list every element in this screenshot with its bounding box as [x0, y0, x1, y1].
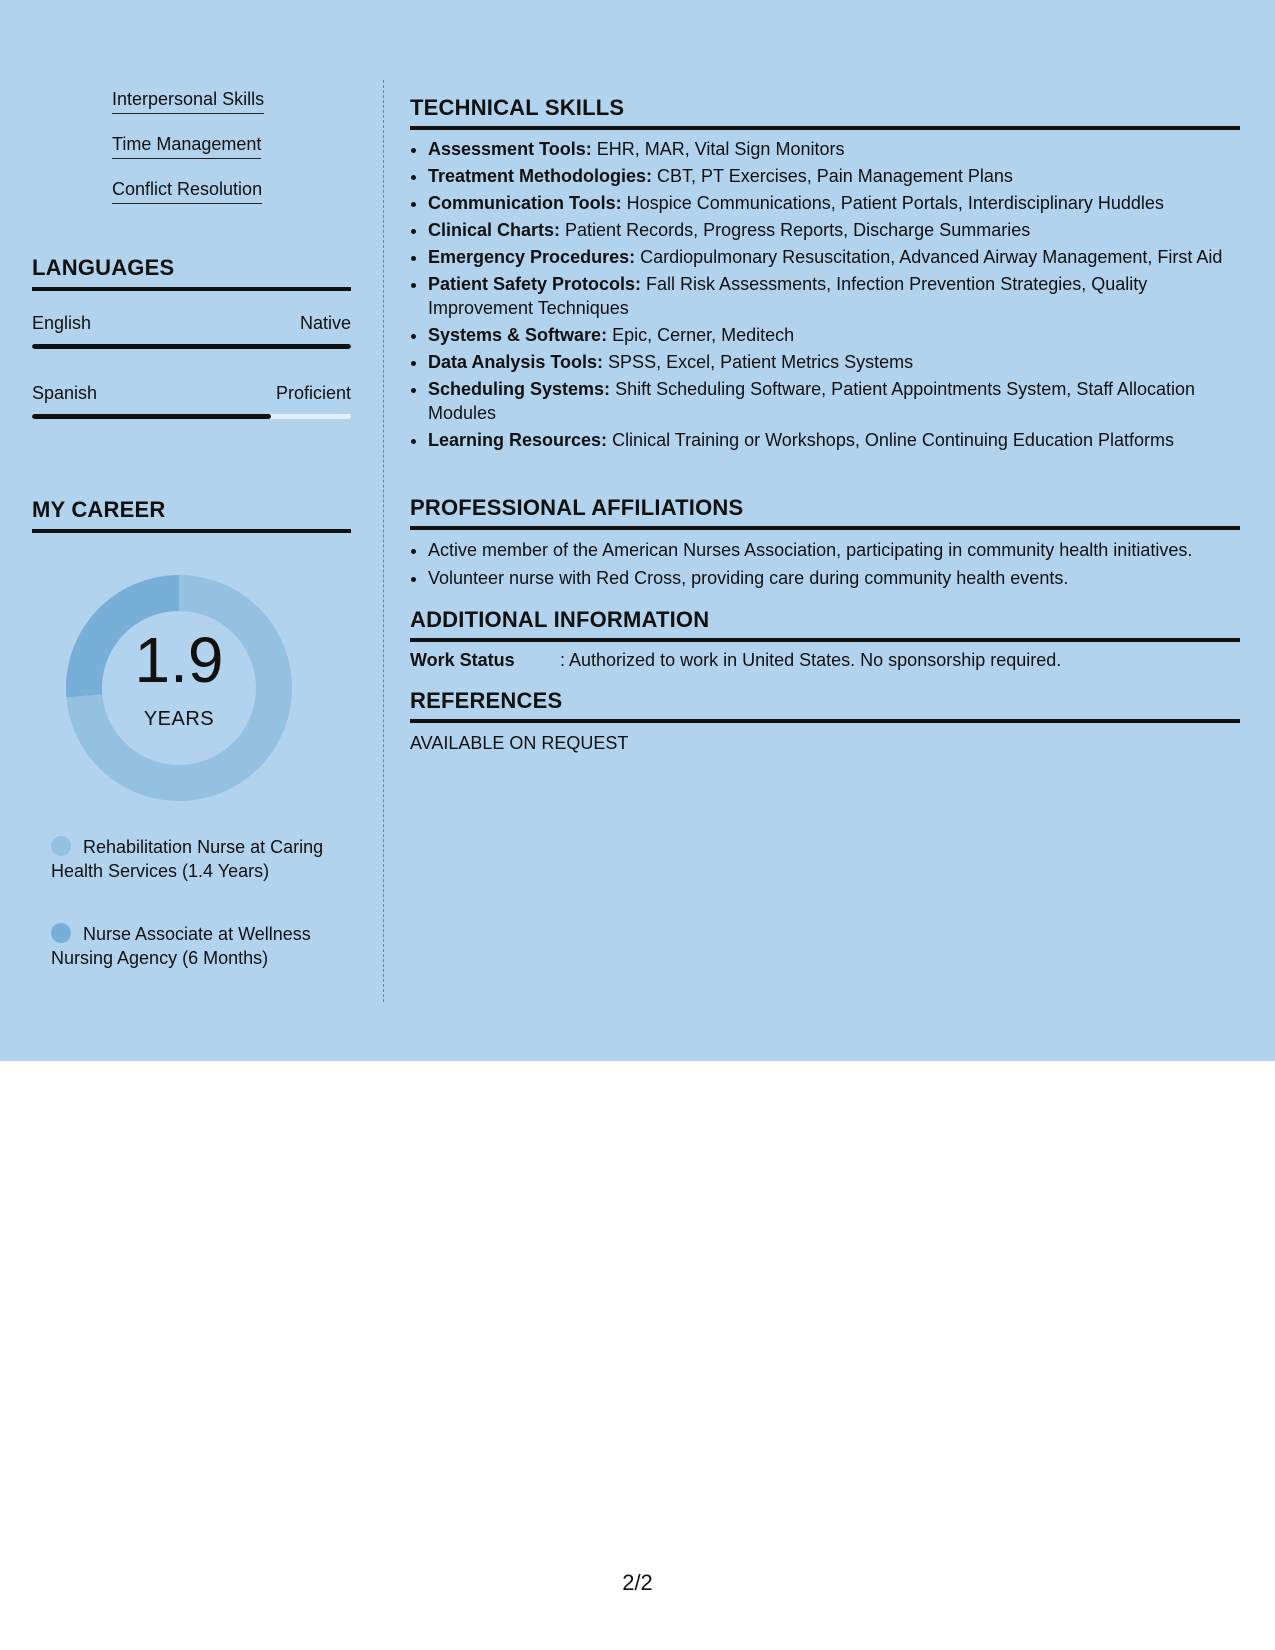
work-status-label: Work Status	[410, 650, 515, 670]
language-bar-fill	[32, 344, 351, 349]
list-item: • Data Analysis Tools: SPSS, Excel, Patient Metrics Systems	[428, 350, 1240, 374]
career-total-unit: YEARS	[143, 708, 215, 730]
technical-skills-list	[410, 137, 1240, 455]
languages-title: LANGUAGES	[32, 255, 351, 291]
skill-time-management[interactable]: Time Management	[112, 132, 261, 159]
technical-skills-title: TECHNICAL SKILLS	[410, 95, 1240, 130]
work-status-row	[410, 648, 1240, 672]
career-item	[51, 835, 331, 883]
language-name: English	[32, 313, 92, 333]
additional-info-title: ADDITIONAL INFORMATION	[410, 607, 1240, 642]
list-item: • Active member of the American Nurses Association, participating in community health initiatives.	[428, 538, 1240, 562]
column-divider	[383, 80, 384, 1002]
affiliations-title: PROFESSIONAL AFFILIATIONS	[410, 495, 1240, 530]
list-item: • Treatment Methodologies: CBT, PT Exercises, Pain Management Plans	[428, 164, 1240, 188]
language-row-spanish	[32, 383, 351, 404]
references-text: AVAILABLE ON REQUEST	[410, 733, 629, 753]
language-bar-fill	[32, 414, 271, 419]
language-bar-spanish	[32, 414, 351, 419]
language-name: Spanish	[32, 383, 98, 403]
list-item: • Systems & Software: Epic, Cerner, Meditech	[428, 323, 1240, 347]
language-level: Proficient	[275, 383, 351, 403]
list-item: • Communication Tools: Hospice Communications, Patient Portals, Interdisciplinary Huddles	[428, 191, 1240, 215]
career-item-label: Rehabilitation Nurse at Caring Health Services (1.4 Years)	[51, 837, 324, 881]
list-item: • Volunteer nurse with Red Cross, providing care during community health events.	[428, 566, 1240, 590]
page-number: 2/2	[622, 1570, 653, 1595]
list-item: • Assessment Tools: EHR, MAR, Vital Sign Monitors	[428, 137, 1240, 161]
affiliations-list	[410, 538, 1240, 594]
list-item: • Emergency Procedures: Cardiopulmonary Resuscitation, Advanced Airway Management, First Aid	[428, 245, 1240, 269]
work-status-value: : Authorized to work in United States. No sponsorship required.	[560, 650, 1062, 670]
list-item: • Patient Safety Protocols: Fall Risk Assessments, Infection Prevention Strategies, Quality Improvement Techniques	[428, 272, 1240, 320]
career-title: MY CAREER	[32, 497, 351, 533]
career-item	[51, 922, 331, 970]
language-level: Native	[299, 313, 351, 333]
career-legend-dot	[51, 923, 71, 943]
references-title: REFERENCES	[410, 688, 1240, 723]
language-bar-english	[32, 344, 351, 349]
career-donut-chart	[66, 575, 292, 801]
career-item-label: Nurse Associate at Wellness Nursing Agency (6 Months)	[51, 924, 311, 968]
skill-conflict-resolution[interactable]: Conflict Resolution	[112, 177, 262, 204]
skill-interpersonal[interactable]: Interpersonal Skills	[112, 87, 264, 114]
list-item: • Learning Resources: Clinical Training or Workshops, Online Continuing Education Platforms	[428, 428, 1240, 452]
career-legend-dot	[51, 836, 71, 856]
list-item: • Clinical Charts: Patient Records, Progress Reports, Discharge Summaries	[428, 218, 1240, 242]
list-item: • Scheduling Systems: Shift Scheduling Software, Patient Appointments System, Staff Allocation Modules	[428, 377, 1240, 425]
language-row-english	[32, 313, 351, 334]
career-total-value: 1.9	[134, 624, 224, 696]
